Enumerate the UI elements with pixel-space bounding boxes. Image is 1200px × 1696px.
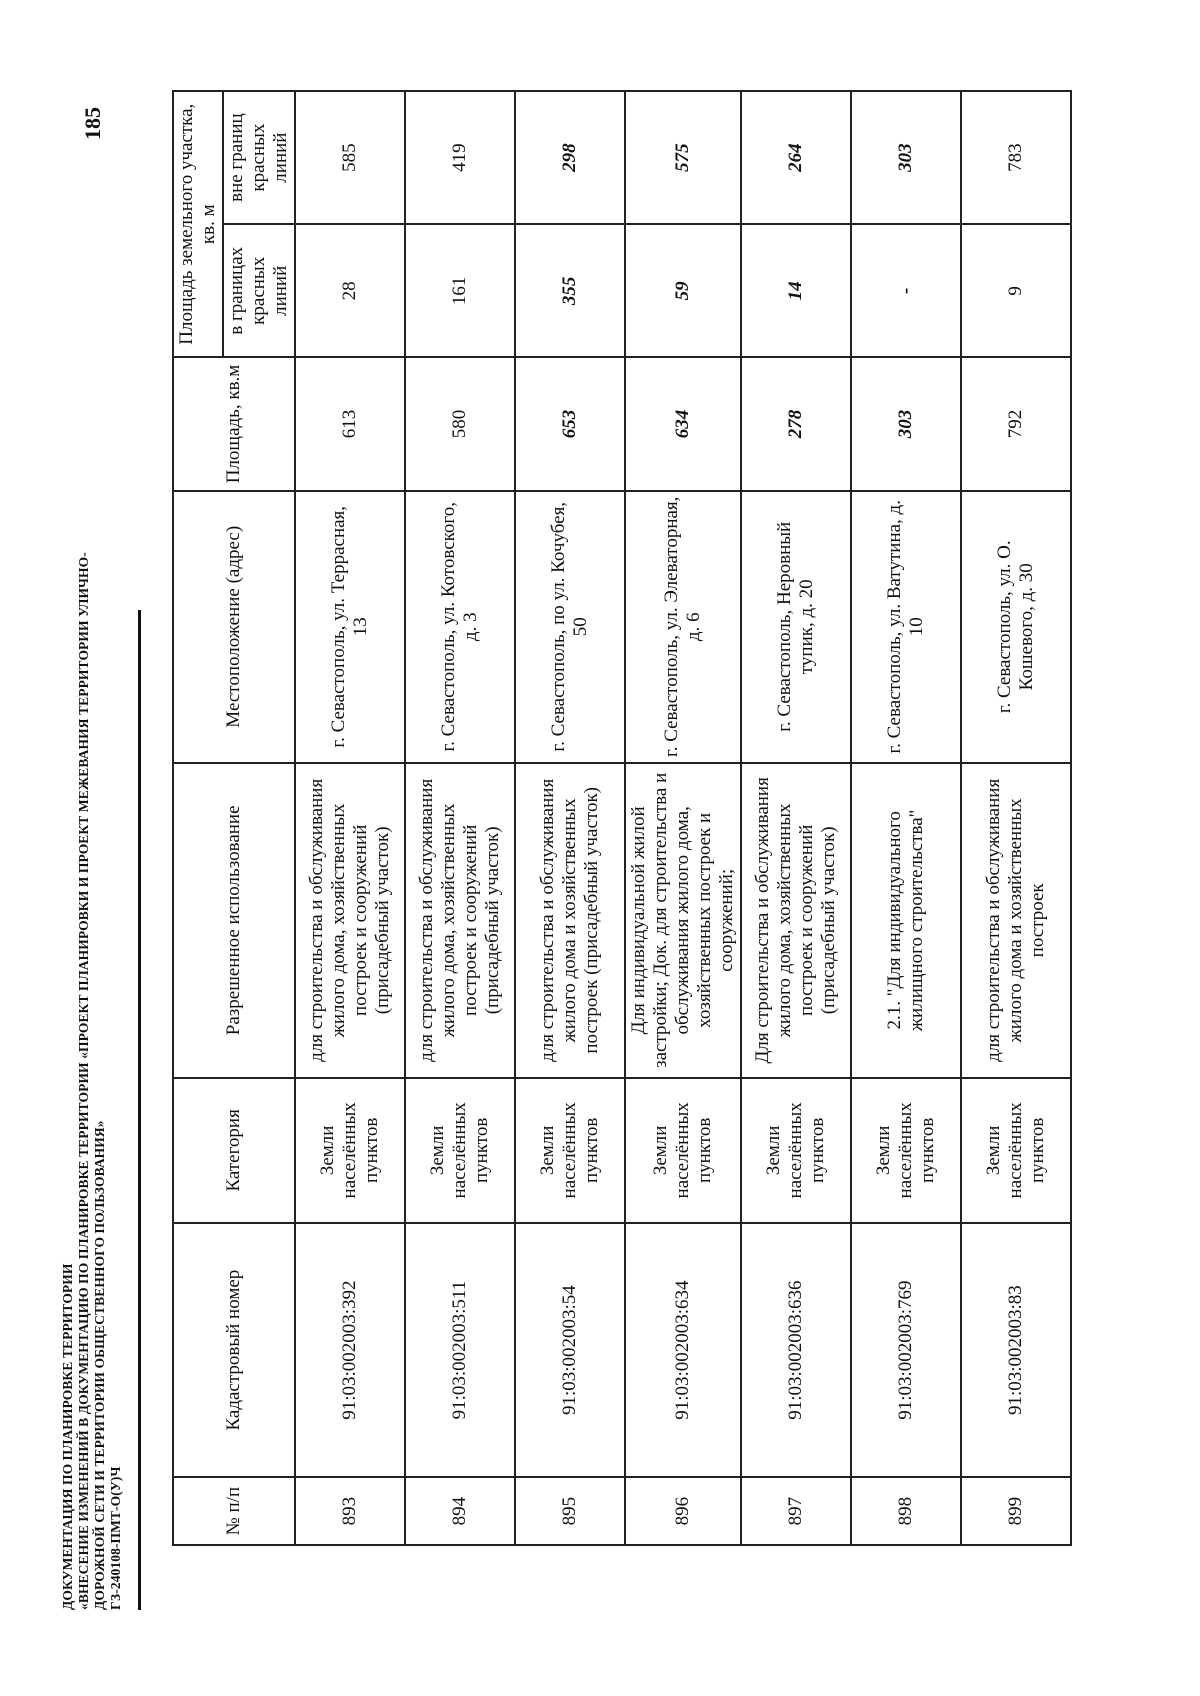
cell-outside: 264 [741,91,851,224]
header-area-group: Площадь земельного участка, кв. м [173,91,223,357]
cell-category: Земли населённых пунктов [851,1078,961,1223]
table-row [515,91,625,1545]
cell-usage: для строительства и обслуживания жилого дома, хозяйственных построек и сооружений (присадебный участок) [295,763,405,1078]
table-row [405,91,515,1545]
cell-usage: Для индивидуальной жилой застройки; Док. для строительства и обслуживания жилого дома, хозяйственных построек и сооружений; [625,763,741,1078]
cell-inside: 9 [961,224,1071,357]
cell-location: г. Севастополь, ул. О. Кошевого, д. 30 [961,491,1071,763]
cell-category: Земли населённых пунктов [405,1078,515,1223]
cell-inside: 14 [741,224,851,357]
table-row [851,91,961,1545]
table-row [961,91,1071,1545]
cell-location: г. Севастополь, ул. Террасная, 13 [295,491,405,763]
header-num: № п/п [173,1477,295,1545]
cell-num: 895 [515,1477,625,1545]
header-inside: в границах красных линий [223,224,295,357]
cell-area: 613 [295,357,405,490]
table-body [295,91,1071,1545]
cell-outside: 303 [851,91,961,224]
cell-inside: 161 [405,224,515,357]
cell-category: Земли населённых пунктов [515,1078,625,1223]
cell-outside: 585 [295,91,405,224]
cell-cadastral: 91:03:002003:54 [515,1223,625,1477]
land-plots-table [172,90,1072,1546]
cell-location: г. Севастополь, по ул. Кочубея, 50 [515,491,625,763]
cell-cadastral: 91:03:002003:769 [851,1223,961,1477]
cell-inside: - [851,224,961,357]
cell-num: 896 [625,1477,741,1545]
table-row [295,91,405,1545]
cell-area: 278 [741,357,851,490]
cell-inside: 355 [515,224,625,357]
page-number: 185 [80,107,105,140]
cell-inside: 28 [295,224,405,357]
cell-area: 303 [851,357,961,490]
cell-cadastral: 91:03:002003:636 [741,1223,851,1477]
header-line: ГЗ-240108-ПМТ-О(У)Ч [108,1466,123,1610]
header-line: «ВНЕСЕНИЕ ИЗМЕНЕНИЙ В ДОКУМЕНТАЦИЮ ПО ПЛАНИРОВКЕ ТЕРРИТОРИИ «ПРОЕКТ ПЛАНИРОВКИ И ПРОЕКТ МЕЖЕВАНИЯ ТЕРРИТОРИИ УЛИЧНО- [76,552,91,1610]
table-row [741,91,851,1545]
cell-category: Земли населённых пунктов [625,1078,741,1223]
cell-outside: 783 [961,91,1071,224]
cell-category: Земли населённых пунктов [295,1078,405,1223]
cell-category: Земли населённых пунктов [961,1078,1071,1223]
cell-num: 894 [405,1477,515,1545]
cell-num: 893 [295,1477,405,1545]
cell-num: 898 [851,1477,961,1545]
cell-usage: для строительства и обслуживания жилого дома, хозяйственных построек и сооружений (присадебный участок) [405,763,515,1078]
cell-outside: 575 [625,91,741,224]
header-cadastral: Кадастровый номер [173,1223,295,1477]
cell-num: 897 [741,1477,851,1545]
cell-location: г. Севастополь, ул. Ватутина, д. 10 [851,491,961,763]
header-category: Категория [173,1078,295,1223]
cell-usage: для строительства и обслуживания жилого дома и хозяйственных построек (присадебный участок) [515,763,625,1078]
header-location: Местоположение (адрес) [173,491,295,763]
header-divider [138,610,141,1610]
cell-area: 792 [961,357,1071,490]
cell-area: 653 [515,357,625,490]
cell-location: г. Севастополь, Неровный тупик, д. 20 [741,491,851,763]
cell-outside: 298 [515,91,625,224]
document-header [60,410,124,1610]
header-line: ДОРОЖНОЙ СЕТИ И ТЕРРИТОРИИ ОБЩЕСТВЕННОГО ПОЛЬЗОВАНИЯ» [92,1120,107,1610]
cell-cadastral: 91:03:002003:83 [961,1223,1071,1477]
header-outside: вне границ красных линий [223,91,295,224]
cell-inside: 59 [625,224,741,357]
table-row [625,91,741,1545]
cell-location: г. Севастополь, ул. Элеваторная, д. 6 [625,491,741,763]
cell-outside: 419 [405,91,515,224]
cell-area: 580 [405,357,515,490]
cell-usage: Для строительства и обслуживания жилого дома, хозяйственных построек и сооружений (присадебный участок) [741,763,851,1078]
header-line: ДОКУМЕНТАЦИЯ ПО ПЛАНИРОВКЕ ТЕРРИТОРИИ [60,1263,75,1610]
cell-area: 634 [625,357,741,490]
cell-cadastral: 91:03:002003:511 [405,1223,515,1477]
cell-usage: для строительства и обслуживания жилого дома и хозяйственных построек [961,763,1071,1078]
cell-cadastral: 91:03:002003:392 [295,1223,405,1477]
cell-location: г. Севастополь, ул. Котовского, д. 3 [405,491,515,763]
cell-usage: 2.1. "Для индивидуального жилищного строительства" [851,763,961,1078]
header-area: Площадь, кв.м [173,357,295,490]
header-usage: Разрешенное использование [173,763,295,1078]
cell-cadastral: 91:03:002003:634 [625,1223,741,1477]
cell-category: Земли населённых пунктов [741,1078,851,1223]
cell-num: 899 [961,1477,1071,1545]
